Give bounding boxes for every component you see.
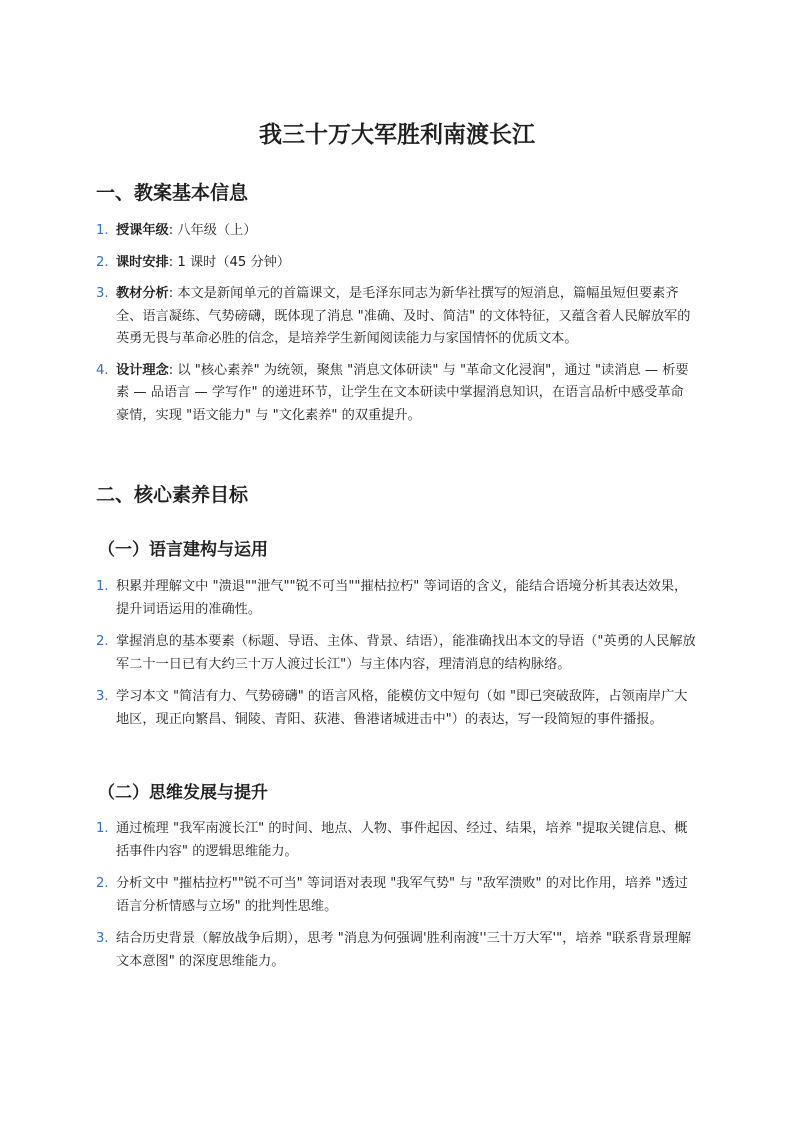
item-text: 本文是新闻单元的首篇课文，是毛泽东同志为新华社撰写的短消息，篇幅虽短但要素齐全、语言凝练、气势磅礴，既体现了消息 "准确、及时、简洁" 的文体特征，又蕴含着人民解放军的英勇无畏与革命必胜的信念，是培养学生新闻阅读能力与家国情怀的优质文本。 (116, 286, 691, 346)
section-heading-core-goals: 二、核心素养目标 (96, 484, 249, 506)
basic-info-list (96, 220, 696, 427)
item-text: 以 "核心素养" 为统领，聚焦 "消息文体研读" 与 "革命文化浸润"，通过 "读消息 — 析要素 — 品语言 — 学写作" 的递进环节，让学生在文本研读中掌握消息知识，在语言品析中感受革命豪情，实现 "语文能力" 与 "文化素养" 的双重提升。 (116, 362, 689, 423)
list-number: 3. (96, 689, 109, 704)
list-number: 2. (96, 254, 109, 270)
item-label: 授课年级 (116, 223, 169, 238)
list-number: 3. (96, 931, 109, 946)
item-separator: : (168, 286, 178, 301)
item-separator: : (168, 254, 178, 270)
list-item (96, 686, 696, 731)
item-text: 分析文中 "摧枯拉朽""锐不可当" 等词语对表现 "我军气势" 与 "敌军溃败" 的对比作用，培养 "透过语言分析情感与立场" 的批判性思维。 (116, 876, 688, 914)
list-number: 1. (96, 821, 109, 836)
list-number: 2. (96, 634, 109, 649)
thinking-goals-list (96, 818, 696, 973)
list-item (96, 818, 696, 863)
list-item (96, 873, 696, 918)
item-text: 八年级（上） (177, 223, 257, 238)
list-number: 1. (96, 579, 109, 594)
item-text: 1 课时（45 分钟） (177, 254, 291, 270)
item-text: 积累并理解文中 "溃退""泄气""锐不可当""摧枯拉朽" 等词语的含义，能结合语境分析其表达效果，提升词语运用的准确性。 (116, 579, 688, 617)
list-item (96, 576, 696, 621)
list-number: 1. (96, 223, 109, 238)
item-text: 通过梳理 "我军南渡长江" 的时间、地点、人物、事件起因、经过、结果，培养 "提取关键信息、概括事件内容" 的逻辑思维能力。 (116, 821, 688, 859)
document-title: 我三十万大军胜利南渡长江 (259, 122, 535, 148)
list-number: 3. (96, 286, 109, 301)
list-item (96, 631, 696, 676)
subsection-heading-language: （一）语言建构与运用 (98, 540, 268, 560)
item-text: 学习本文 "简洁有力、气势磅礴" 的语言风格，能模仿文中短句（如 "即已突破敌阵，占领南岸广大地区，现正向繁昌、铜陵、青阳、荻港、鲁港诸城进击中"）的表达，写一段简短的事件播报。 (116, 689, 688, 727)
list-item (96, 928, 696, 973)
item-label: 课时安排 (116, 254, 169, 270)
section-heading-basic-info: 一、教案基本信息 (96, 182, 249, 204)
item-separator: : (168, 223, 178, 238)
list-item (96, 252, 696, 275)
item-label: 教材分析 (116, 286, 169, 301)
item-text: 掌握消息的基本要素（标题、导语、主体、背景、结语），能准确找出本文的导语（"英勇的人民解放军二十一日已有大约三十万人渡过长江"）与主体内容，理清消息的结构脉络。 (116, 634, 696, 672)
list-item (96, 360, 696, 428)
item-separator: : (168, 362, 178, 378)
item-text: 结合历史背景（解放战争后期），思考 "消息为何强调'胜利南渡''三十万大军'"，培养 "联系背景理解文本意图" 的深度思维能力。 (116, 931, 692, 969)
list-number: 4. (96, 362, 109, 378)
language-goals-list (96, 576, 696, 731)
subsection-heading-thinking: （二）思维发展与提升 (98, 783, 268, 803)
list-item (96, 220, 696, 243)
item-label: 设计理念 (116, 362, 169, 378)
list-item (96, 283, 696, 351)
list-number: 2. (96, 876, 109, 891)
